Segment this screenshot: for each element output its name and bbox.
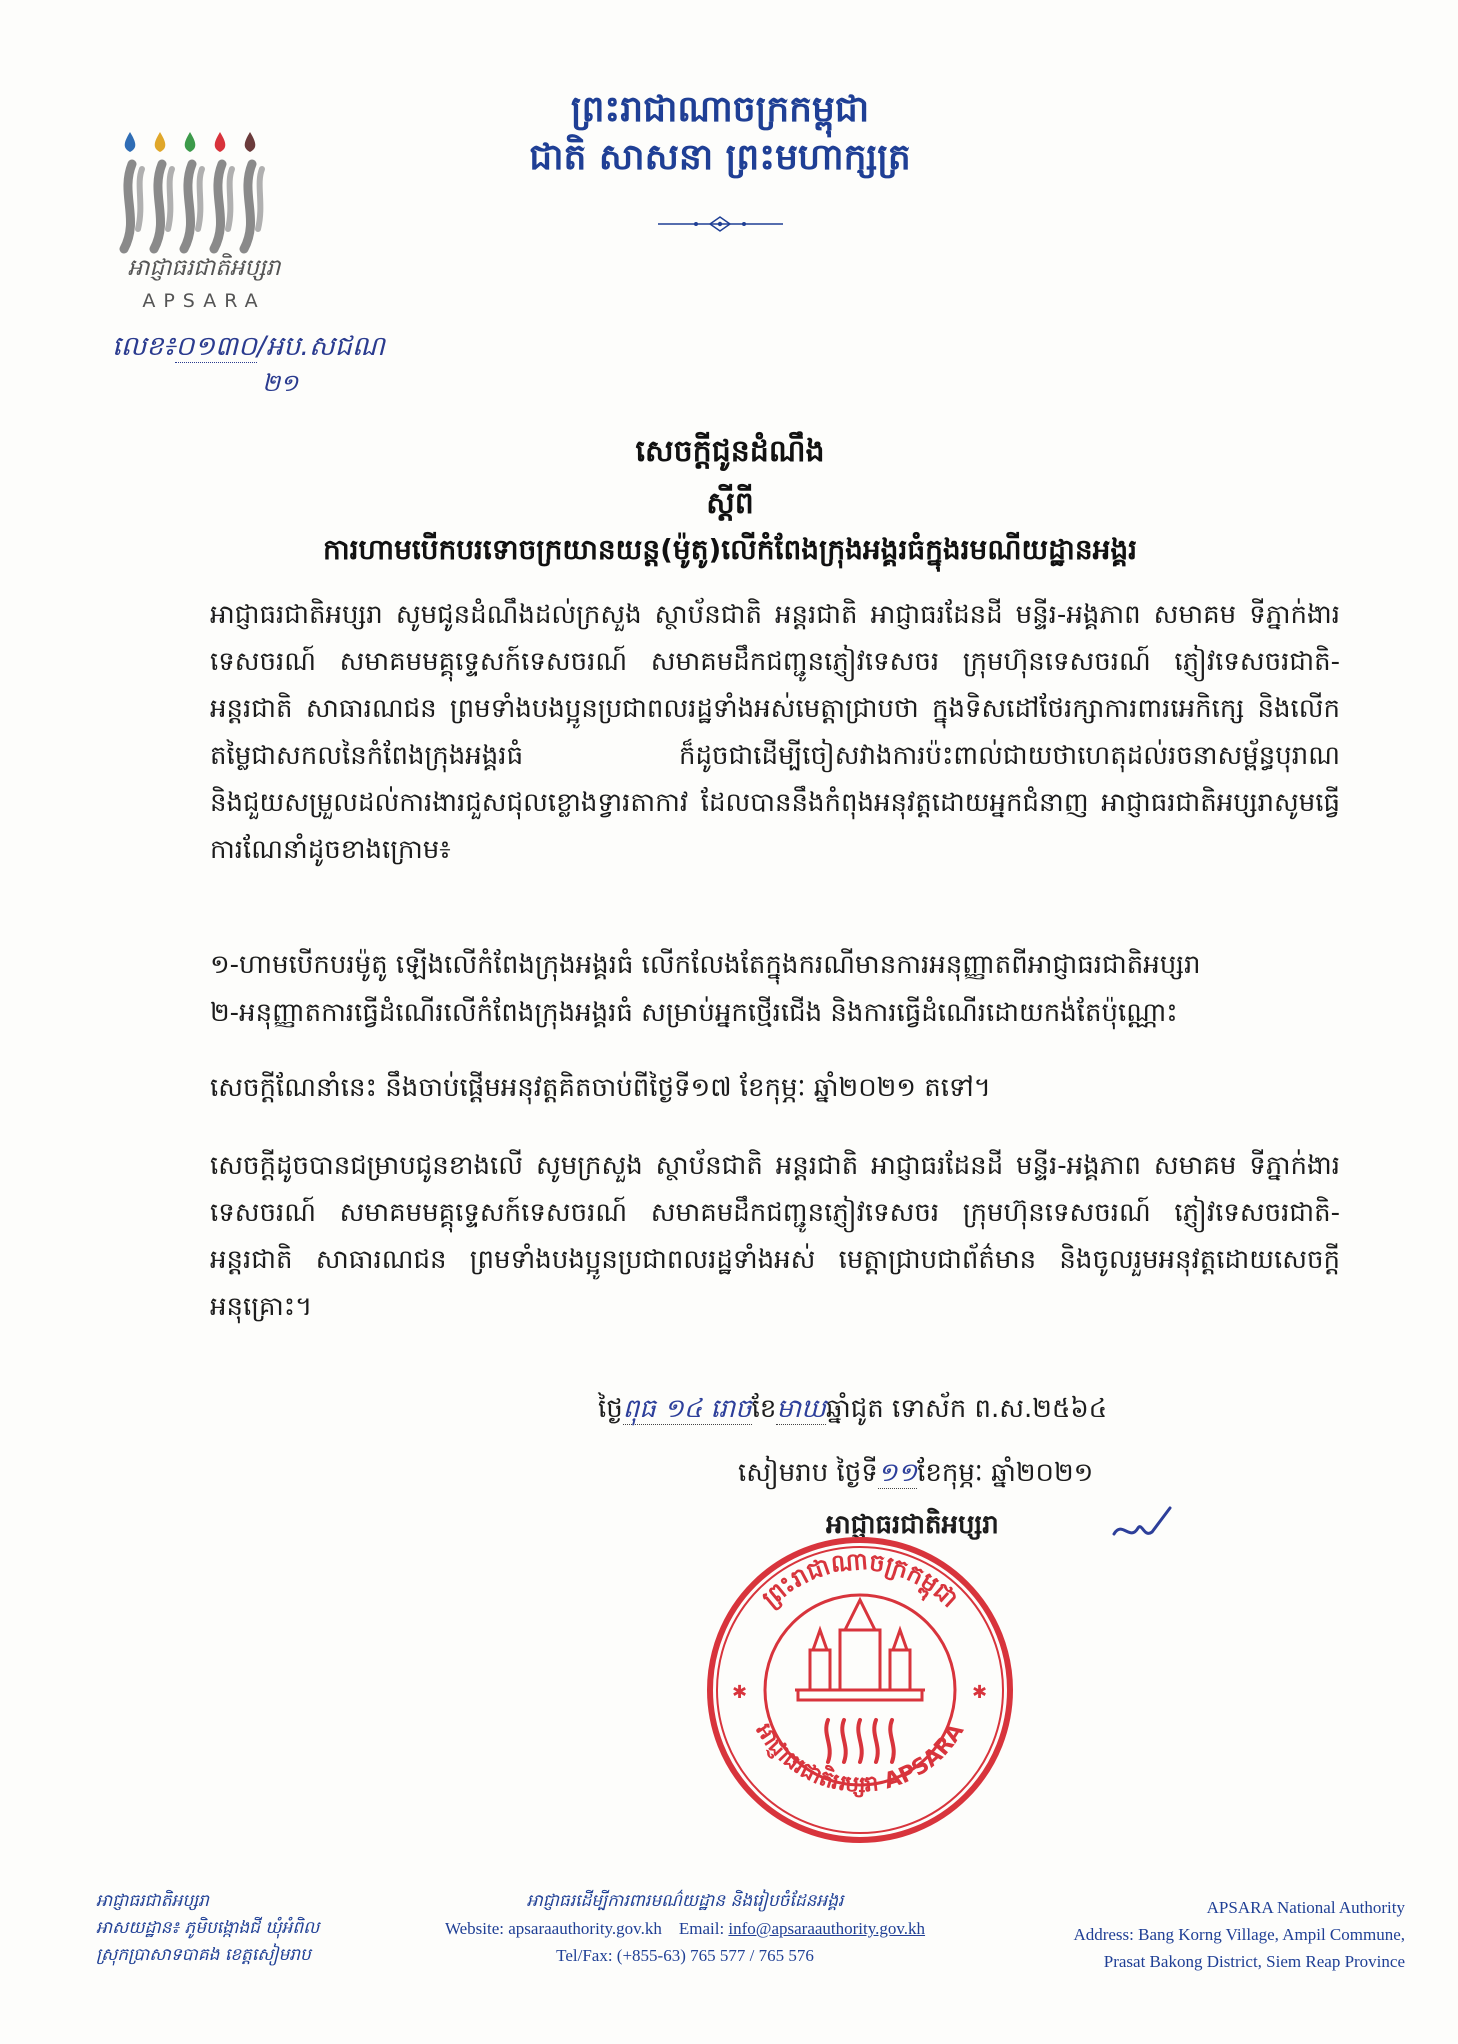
- footer-address-khmer: អាជ្ញាធរជាតិអប្សរា អាសយដ្ឋាន៖ ភូមិបង្កោងជី ឃុំអំពិល ស្រុកប្រាសាទបាគង ខេត្តសៀមរាប: [96, 1891, 320, 1965]
- notice-title: សេចក្តីជូនដំណឹង: [635, 434, 825, 469]
- logo-name-english: APSARA: [142, 290, 266, 312]
- signature-mark: [1110, 1502, 1180, 1550]
- svg-text:✱: ✱: [972, 1682, 988, 1703]
- lunar-month-handwritten: មាឃ: [776, 1394, 826, 1424]
- footer-tel: Tel/Fax: (+855-63) 765 577 / 765 576: [556, 1946, 814, 1965]
- kingdom-title: ព្រះរាជាណាចក្រកម្ពុជា: [570, 89, 870, 130]
- reference-suffix: /អប.សជណ: [257, 331, 385, 362]
- reference-label: លេខ៖: [112, 331, 176, 362]
- temple-icon: [795, 1600, 925, 1700]
- authority-name: អាជ្ញាធរជាតិអប្សរា: [826, 1510, 999, 1540]
- svg-text:✱: ✱: [732, 1682, 748, 1703]
- effective-date-text: សេចក្តីណែនាំនេះ នឹងចាប់ផ្តើមអនុវត្តគិតចាប់ពីថ្ងៃទី១៧ ខែកុម្ភៈ ឆ្នាំ២០២១ តទៅ។: [210, 1073, 991, 1103]
- solar-day-handwritten: ១១: [877, 1458, 918, 1488]
- closing-paragraph: សេចក្តីដូចបានជម្រាបជូនខាងលើ សូមក្រសួង ស្ថាប័នជាតិ អន្តរជាតិ អាជ្ញាធរដែនដី មន្ទីរ-អង្គភាព សមាគម ទីភ្នាក់ងារទេសចរណ៍ សមាគមមគ្គុទ្ទេសក៍ទេសចរណ៍ សមាគមដឹកជញ្ជូនភ្ញៀវទេសចរ ក្រុមហ៊ុនទេសចរណ៍ ភ្ញៀវទេសចរជាតិ-អន្តរជាតិ សាធារណជន ព្រមទាំងបងប្អូនប្រជាពលរដ្ឋទាំងអស់ មេត្តាជ្រាបជាព័ត៌មាន និងចូលរួមអនុវត្តដោយសេចក្តីអនុគ្រោះ។: [210, 1151, 1340, 1322]
- kingdom-header: [520, 86, 920, 182]
- notice-subject-label: ស្តីពី: [706, 486, 754, 521]
- reference-handwritten: ០១៣០: [175, 331, 258, 362]
- apsara-emblem-icon: [826, 1720, 893, 1762]
- notice-subject: ការហាមបើកបរទោចក្រយានយន្ត(ម៉ូតូ)លើកំពែងក្រុងអង្គរធំក្នុងរមណីយដ្ឋានអង្គរ: [322, 533, 1138, 566]
- official-seal: [700, 1530, 1020, 1850]
- reference-year: ២១: [262, 369, 299, 397]
- footer-mission: អាជ្ញាធរដើម្បីការពារមណ៌យដ្ឋាន និងរៀបចំដែនអង្គរ: [526, 1891, 844, 1911]
- seal-text-top: ព្រះរាជាណាចក្រកម្ពុជា: [756, 1546, 964, 1613]
- body-intro: [210, 592, 1340, 874]
- drop-icons: [125, 132, 256, 152]
- email-link[interactable]: info@apsaraauthority.gov.kh: [728, 1919, 926, 1938]
- instruction-item-2: ២-អនុញ្ញាតការធ្វើដំណើរលើកំពែងក្រុងអង្គរធំ សម្រាប់អ្នកថ្មើរជើង និងការធ្វើដំណើរដោយកង់តែប៉ុណ្ណោះ: [210, 998, 1178, 1028]
- website-link[interactable]: apsaraauthority.gov.kh: [508, 1919, 662, 1938]
- lunar-date-handwritten: ពុធ ១៤ រោច: [622, 1394, 752, 1424]
- seal-text-bottom: អាជ្ញាធរជាតិអប្សរា APSARA: [750, 1719, 970, 1798]
- intro-paragraph: អាជ្ញាធរជាតិអប្សរា សូមជូនដំណឹងដល់ក្រសួង ស្ថាប័នជាតិ អន្តរជាតិ អាជ្ញាធរដែនដី មន្ទីរ-អង្គភាព សមាគម ទីភ្នាក់ងារទេសចរណ៍ សមាគមមគ្គុទ្ទេសក៍ទេសចរណ៍ សមាគមដឹកជញ្ជូនភ្ញៀវទេសចរ ក្រុមហ៊ុនទេសចរណ៍ ភ្ញៀវទេសចរជាតិ-អន្តរជាតិ សាធារណជន ព្រមទាំងបងប្អូនប្រជាពលរដ្ឋទាំងអស់មេត្តាជ្រាបថា ក្នុងទិសដៅថែរក្សាការពារអេកិក្សេ និងលើកតម្លៃជាសកលនៃកំពែងក្រុងអង្គរធំ ក៏ដូចជាដើម្បីចៀសវាងការប៉ះពាល់ជាយថាហេតុដល់រចនាសម្ព័ន្ធបុរាណ និងជួយសម្រួលដល់ការងារជួសជុលខ្លោងទ្វារតាកាវ ដែលបាននឹងកំពុងអនុវត្តដោយអ្នកជំនាញ អាជ្ញាធរជាតិអប្សរាសូមធ្វើការណែនាំដូចខាងក្រោម៖: [210, 600, 1340, 865]
- instruction-item-1: ១-ហាមបើកបរម៉ូតូ ឡើងលើកំពែងក្រុងអង្គរធំ លើកលែងតែក្នុងករណីមានការអនុញ្ញាតពីអាជ្ញាធរជាតិអប្សរា: [210, 950, 1201, 980]
- ornament-divider: [658, 214, 783, 234]
- kingdom-motto: ជាតិ សាសនា ព្រះមហាក្សត្រ: [529, 137, 911, 178]
- lunar-date-line: ថ្ងៃពុធ ១៤ រោចខែមាឃឆ្នាំជូត ទោស័ក ព.ស.២៥៦៤: [598, 1394, 1108, 1424]
- footer-address-english: APSARA National Authority Address: Bang Korng Village, Ampil Commune, Prasat Bakong District, Siem Reap Province: [1073, 1898, 1405, 1971]
- logo-name-khmer: អាជ្ញាធរជាតិអប្សរា: [127, 255, 281, 281]
- footer-contact: អាជ្ញាធរដើម្បីការពារមណ៌យដ្ឋាន និងរៀបចំដែនអង្គរ Website: apsaraauthority.gov.kh Email: info@apsaraauthority.gov.kh Tel/Fax: (+855-63) 765 577 / 765 576: [400, 1888, 970, 1969]
- solar-date-line: សៀមរាប ថ្ងៃទី១១ខែកុម្ភៈ ឆ្នាំ២០២១: [738, 1458, 1094, 1488]
- reference-number: [112, 330, 385, 369]
